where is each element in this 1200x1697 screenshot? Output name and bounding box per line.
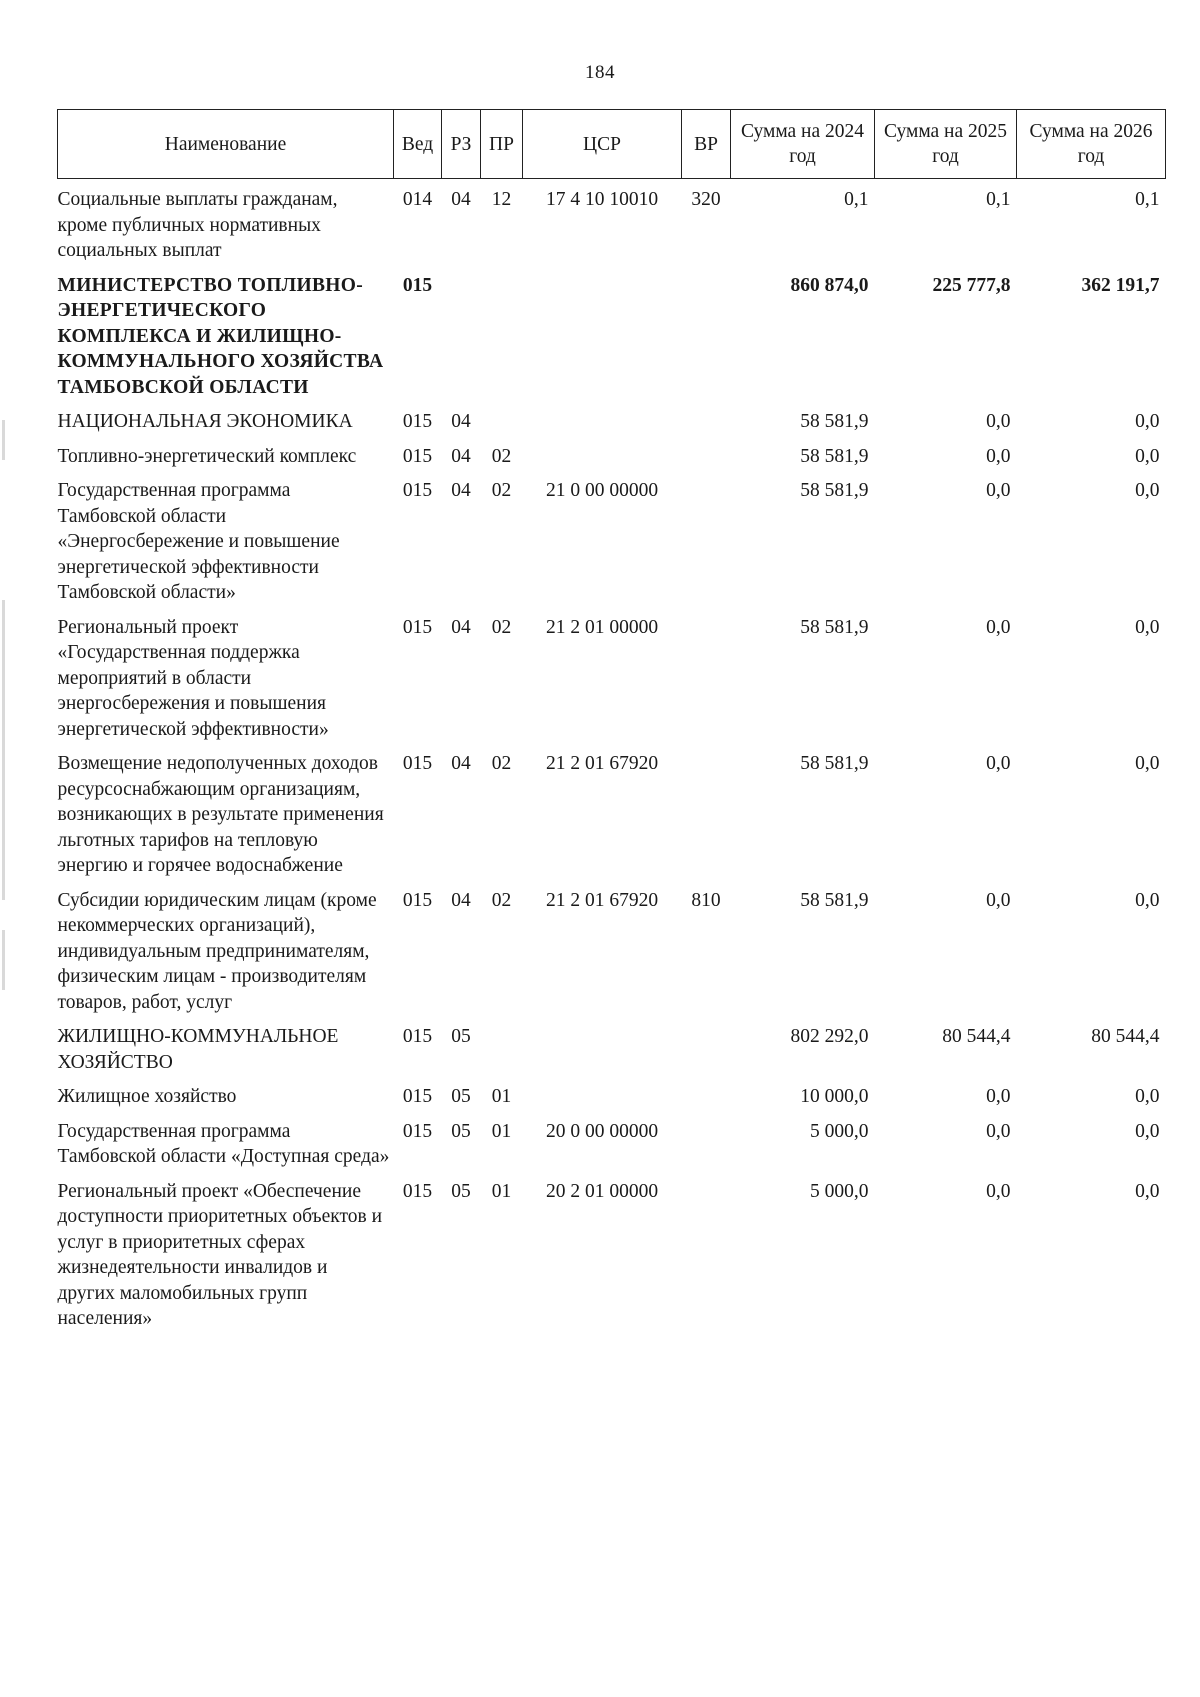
table-row <box>58 879 1166 1016</box>
cell-ved: 015 <box>402 889 433 911</box>
cell-sum-2026: 0,0 <box>1135 616 1160 638</box>
cell-ved: 015 <box>402 1180 433 1202</box>
cell-csr: 17 4 10 10010 <box>545 189 659 210</box>
cell-sum-2026: 0,1 <box>1135 189 1160 210</box>
scan-artifact <box>2 930 5 990</box>
cell-rz: 04 <box>451 480 471 501</box>
table-row <box>58 179 1166 264</box>
cell-csr <box>523 264 682 401</box>
table-row <box>58 1015 1166 1075</box>
cell-rz: 04 <box>451 616 471 638</box>
cell-vr <box>682 435 731 470</box>
header-sum-2024: Сумма на 2024 год <box>731 110 875 179</box>
table-row <box>58 1170 1166 1332</box>
cell-pr: 01 <box>491 1180 512 1202</box>
header-sum-2025: Сумма на 2025 год <box>875 110 1017 179</box>
cell-name: Жилищное хозяйство <box>57 1086 237 1107</box>
cell-rz: 04 <box>451 411 471 432</box>
cell-sum-2025: 0,0 <box>986 753 1011 774</box>
cell-sum-2024: 0,1 <box>844 189 869 210</box>
cell-ved: 015 <box>402 753 433 774</box>
cell-vr <box>682 742 731 879</box>
cell-pr: 01 <box>491 1120 512 1142</box>
cell-name: НАЦИОНАЛЬНАЯ ЭКОНОМИКА <box>57 411 353 432</box>
cell-rz: 04 <box>451 445 471 467</box>
table-header <box>58 110 1166 179</box>
cell-sum-2026: 0,0 <box>1135 480 1160 501</box>
cell-sum-2025: 0,0 <box>986 616 1011 638</box>
cell-name: Государственная программа Тамбовской области «Энергосбережение и повышение энергетической эффективности Тамбовской области» <box>57 480 340 603</box>
cell-ved: 015 <box>402 1026 433 1047</box>
cell-vr <box>682 1170 731 1332</box>
cell-name: Возмещение недополученных доходов ресурсоснабжающим организациям, возникающих в результате применения льготных тарифов на тепловую энергию и горячее водоснабжение <box>57 753 384 876</box>
table-row <box>58 435 1166 470</box>
cell-sum-2024: 802 292,0 <box>790 1026 869 1047</box>
table-row <box>58 264 1166 401</box>
cell-csr <box>523 400 682 435</box>
cell-pr: 02 <box>491 753 512 774</box>
cell-rz: 05 <box>451 1026 471 1047</box>
table-row <box>58 742 1166 879</box>
cell-sum-2024: 58 581,9 <box>800 889 869 911</box>
cell-sum-2024: 58 581,9 <box>800 616 869 638</box>
cell-name: Государственная программа Тамбовской области «Доступная среда» <box>57 1120 390 1167</box>
table-row <box>58 1075 1166 1110</box>
cell-rz: 04 <box>451 753 471 774</box>
cell-pr: 01 <box>491 1086 512 1107</box>
cell-vr <box>682 469 731 606</box>
cell-sum-2026: 80 544,4 <box>1091 1026 1160 1047</box>
table-body <box>58 179 1166 1332</box>
cell-vr <box>682 1015 731 1075</box>
cell-vr: 320 <box>691 189 721 210</box>
cell-csr: 20 0 00 00000 <box>545 1120 659 1142</box>
cell-sum-2025: 0,0 <box>986 1086 1011 1107</box>
cell-csr <box>523 1015 682 1075</box>
cell-rz: 05 <box>451 1086 471 1107</box>
cell-sum-2025: 0,0 <box>986 480 1011 501</box>
header-csr: ЦСР <box>523 110 682 179</box>
cell-name: МИНИСТЕРСТВО ТОПЛИВНО-ЭНЕРГЕТИЧЕСКОГО КОМПЛЕКСА И ЖИЛИЩНО-КОММУНАЛЬНОГО ХОЗЯЙСТВА ТАМБОВСКОЙ ОБЛАСТИ <box>57 274 384 398</box>
cell-pr <box>481 264 523 401</box>
cell-vr <box>682 400 731 435</box>
cell-sum-2026: 0,0 <box>1135 753 1160 774</box>
cell-vr: 810 <box>691 889 721 911</box>
cell-vr <box>682 264 731 401</box>
cell-pr: 02 <box>491 889 512 911</box>
cell-sum-2026: 0,0 <box>1135 889 1160 911</box>
cell-csr: 21 2 01 00000 <box>545 616 659 638</box>
cell-pr: 12 <box>491 189 512 210</box>
cell-vr <box>682 606 731 743</box>
cell-sum-2025: 80 544,4 <box>942 1026 1011 1047</box>
cell-rz: 04 <box>451 889 471 911</box>
cell-csr: 20 2 01 00000 <box>545 1180 659 1202</box>
header-pr: ПР <box>481 110 523 179</box>
cell-name: Топливно-энергетический комплекс <box>57 445 357 467</box>
table-row <box>58 400 1166 435</box>
cell-sum-2026: 362 191,7 <box>1081 274 1160 296</box>
cell-sum-2025: 0,0 <box>986 1180 1011 1202</box>
cell-sum-2024: 58 581,9 <box>800 411 869 432</box>
cell-sum-2024: 5 000,0 <box>810 1120 869 1142</box>
header-name: Наименование <box>58 110 394 179</box>
cell-rz <box>442 264 481 401</box>
header-sum-2026: Сумма на 2026 год <box>1017 110 1166 179</box>
cell-name: Социальные выплаты гражданам, кроме публичных нормативных социальных выплат <box>57 189 338 261</box>
cell-csr <box>523 1075 682 1110</box>
cell-rz: 04 <box>451 189 471 210</box>
cell-sum-2024: 5 000,0 <box>810 1180 869 1202</box>
header-vr: ВР <box>682 110 731 179</box>
cell-pr <box>481 1015 523 1075</box>
cell-pr: 02 <box>491 445 512 467</box>
cell-sum-2026: 0,0 <box>1135 1180 1160 1202</box>
cell-csr: 21 2 01 67920 <box>545 753 659 774</box>
cell-sum-2025: 0,0 <box>986 445 1011 467</box>
cell-sum-2025: 0,1 <box>986 189 1011 210</box>
cell-sum-2024: 58 581,9 <box>800 445 869 467</box>
cell-ved: 015 <box>402 411 433 432</box>
table-row <box>58 1110 1166 1170</box>
cell-pr <box>481 400 523 435</box>
cell-ved: 015 <box>402 1120 433 1142</box>
cell-ved: 015 <box>402 1086 433 1107</box>
cell-sum-2025: 225 777,8 <box>932 274 1011 296</box>
cell-sum-2025: 0,0 <box>986 889 1011 911</box>
cell-sum-2024: 860 874,0 <box>790 274 869 296</box>
cell-ved: 015 <box>402 274 433 296</box>
cell-sum-2024: 10 000,0 <box>800 1086 869 1107</box>
cell-csr: 21 2 01 67920 <box>545 889 659 911</box>
cell-ved: 014 <box>402 189 433 210</box>
cell-vr <box>682 1075 731 1110</box>
cell-sum-2024: 58 581,9 <box>800 480 869 501</box>
header-rz: РЗ <box>442 110 481 179</box>
cell-name: Региональный проект «Обеспечение доступности приоритетных объектов и услуг в приоритетных сферах жизнедеятельности инвалидов и других маломобильных групп населения» <box>57 1180 383 1329</box>
header-row <box>58 110 1166 179</box>
cell-sum-2025: 0,0 <box>986 1120 1011 1142</box>
header-ved: Вед <box>394 110 442 179</box>
scan-artifact <box>2 600 5 900</box>
cell-vr <box>682 1110 731 1170</box>
cell-ved: 015 <box>402 616 433 638</box>
cell-rz: 05 <box>451 1180 471 1202</box>
cell-sum-2026: 0,0 <box>1135 1086 1160 1107</box>
cell-sum-2026: 0,0 <box>1135 1120 1160 1142</box>
cell-sum-2026: 0,0 <box>1135 445 1160 467</box>
cell-name: ЖИЛИЩНО-КОММУНАЛЬНОЕ ХОЗЯЙСТВО <box>57 1026 339 1073</box>
cell-csr <box>523 435 682 470</box>
cell-sum-2024: 58 581,9 <box>800 753 869 774</box>
cell-csr: 21 0 00 00000 <box>545 480 659 501</box>
cell-name: Региональный проект «Государственная поддержка мероприятий в области энергосбережения и повышения энергетической эффективности» <box>57 616 329 740</box>
cell-ved: 015 <box>402 480 433 501</box>
scan-artifact <box>2 420 5 460</box>
table-row <box>58 606 1166 743</box>
page-number: 184 <box>585 62 615 83</box>
table-row <box>58 469 1166 606</box>
budget-table <box>57 109 1166 1332</box>
cell-pr: 02 <box>491 480 512 501</box>
cell-ved: 015 <box>402 445 433 467</box>
cell-sum-2025: 0,0 <box>986 411 1011 432</box>
cell-rz: 05 <box>451 1120 471 1142</box>
cell-sum-2026: 0,0 <box>1135 411 1160 432</box>
cell-name: Субсидии юридическим лицам (кроме некоммерческих организаций), индивидуальным предпринимателям, физическим лицам - производителям товаров, работ, услуг <box>57 889 377 1013</box>
cell-pr: 02 <box>491 616 512 638</box>
